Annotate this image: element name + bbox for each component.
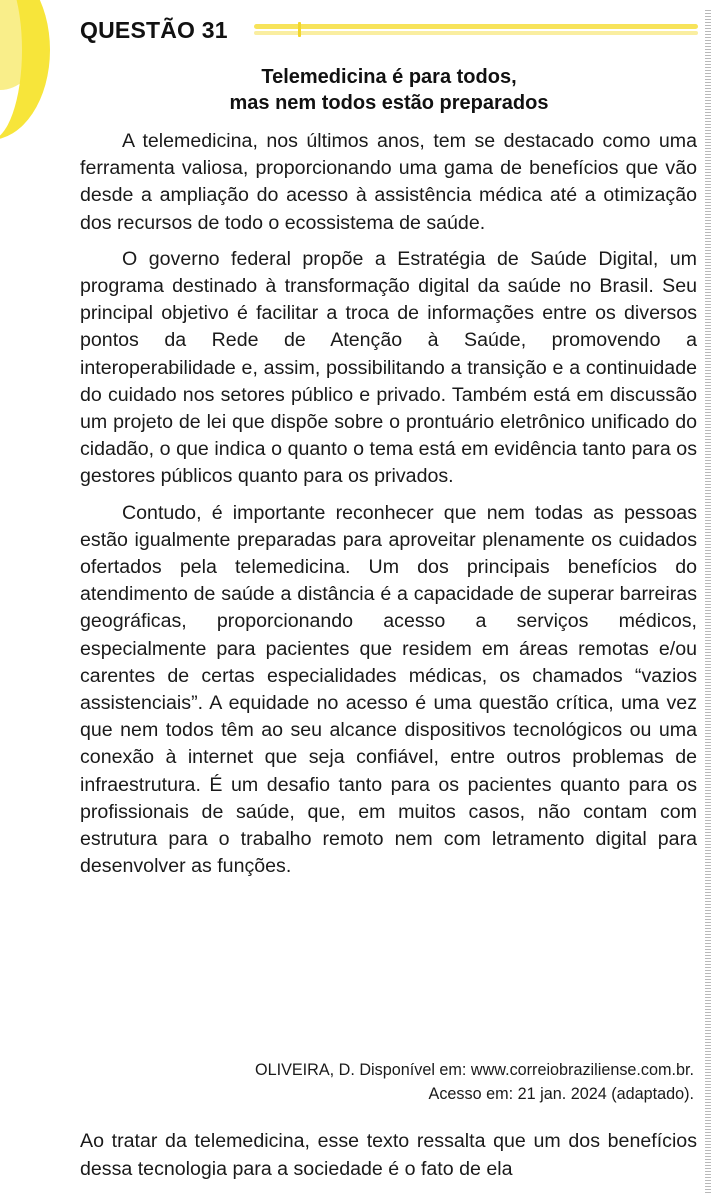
source-line-2: Acesso em: 21 jan. 2024 (adaptado). — [428, 1085, 694, 1103]
source-line-1: OLIVEIRA, D. Disponível em: www.correiobraziliense.com.br. — [254, 1061, 694, 1079]
article-body — [80, 128, 697, 889]
decorative-side-border — [705, 10, 711, 1195]
article-title-line-1: Telemedicina é para todos, — [261, 66, 517, 88]
article-paragraph-1: A telemedicina, nos últimos anos, tem se destacado como uma ferramenta valiosa, proporcionando uma gama de benefícios que vão desde a ampliação do acesso à assistência médica até a otimização dos recursos de todo o ecossistema de saúde. — [80, 130, 697, 234]
question-number: QUESTÃO 31 — [80, 16, 228, 43]
article-title-line-2: mas nem todos estão preparados — [229, 92, 549, 114]
question-stem: Ao tratar da telemedicina, esse texto ressalta que um dos benefícios dessa tecnologia para a sociedade é o fato de ela — [80, 1130, 697, 1180]
decorative-yellow-arc — [0, 0, 50, 140]
article-title — [80, 64, 698, 116]
article-paragraph-3: Contudo, é importante reconhecer que nem todas as pessoas estão igualmente preparadas para aproveitar plenamente os cuidados ofertados pela telemedicina. Um dos principais benefícios do atendimento de saúde a distância é a capacidade de superar barreiras geográficas, proporcionando acesso a serviços médicos, especialmente para pacientes que residem em áreas remotas e/ou carentes de certas especialidades médicas, os chamados “vazios assistenciais”. A equidade no acesso é uma questão crítica, uma vez que nem todos têm ao seu alcance dispositivos tecnológicos ou uma conexão à internet que seja confiável, entre outros problemas de infraestrutura. É um desafio tanto para os pacientes quanto para os profissionais de saúde, que, em muitos casos, não contam com estrutura para o trabalho remoto nem com letramento digital para desenvolver as funções. — [80, 501, 697, 878]
decorative-header-bar — [254, 23, 698, 37]
article-source — [80, 1058, 694, 1106]
question-header — [80, 14, 698, 46]
article-paragraph-2: O governo federal propõe a Estratégia de Saúde Digital, um programa destinado à transformação digital da saúde no Brasil. Seu principal objetivo é facilitar a troca de informações entre os diversos pontos da Rede de Atenção à Saúde, promovendo a interoperabilidade e, assim, possibilitando a transição e a continuidade do cuidado nos setores público e privado. Também está em discussão um projeto de lei que dispõe sobre o prontuário eletrônico unificado do cidadão, o que indica o quanto o tema está em evidência tanto para os gestores públicos quanto para os privados. — [80, 247, 697, 488]
